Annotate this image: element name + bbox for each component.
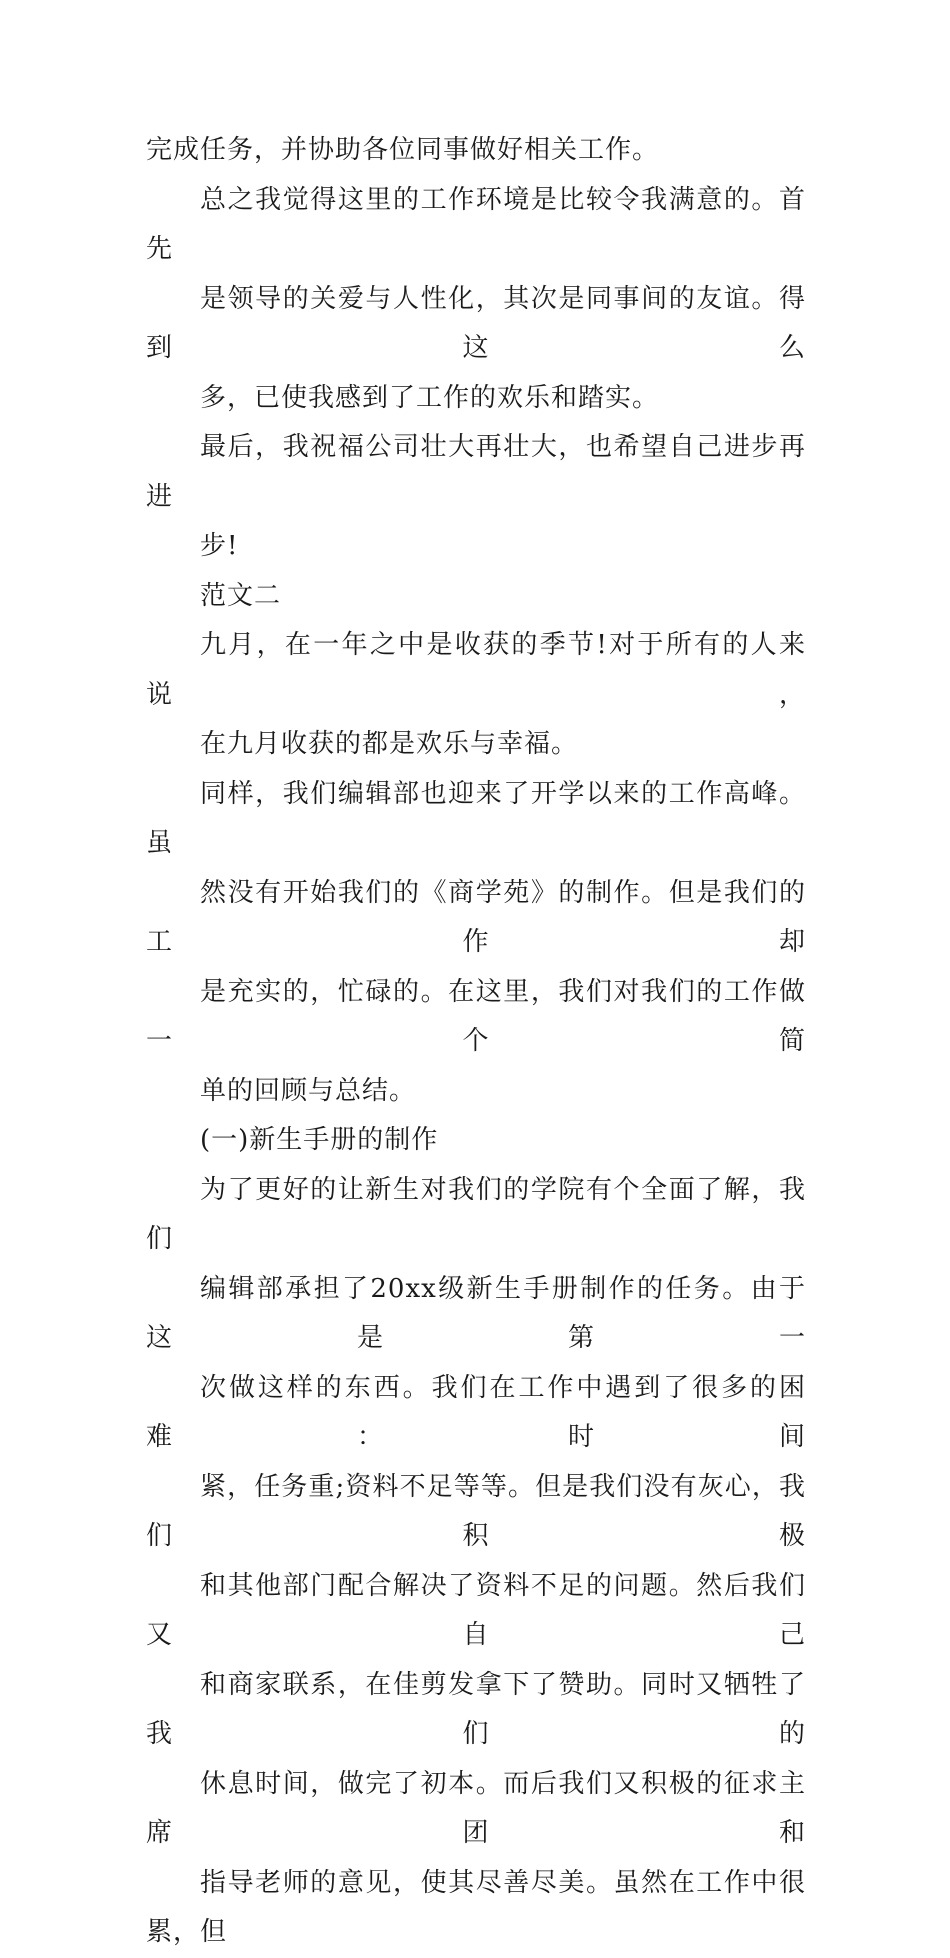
text-line: 为了更好的让新生对我们的学院有个全面了解，我们 — [146, 1174, 806, 1254]
paragraph — [146, 1116, 806, 1166]
text-line: 在九月收获的都是欢乐与幸福。 — [200, 729, 579, 759]
text-line: 完成任务，并协助各位同事做好相关工作。 — [146, 135, 660, 165]
paragraph — [146, 423, 806, 572]
text-line: 单的回顾与总结。 — [200, 1075, 417, 1106]
paragraph — [146, 572, 806, 622]
text-line: 范文二 — [200, 580, 282, 611]
text-line: (一)新生手册的制作 — [200, 1125, 439, 1155]
text-line: 九月，在一年之中是收获的季节!对于所有的人来说， — [146, 630, 806, 710]
document-body — [146, 126, 806, 1958]
paragraph — [146, 176, 806, 424]
text-line: 休息时间，做完了初本。而后我们又积极的征求主席团和 — [146, 1768, 806, 1848]
text-line: 是领导的关爱与人性化，其次是同事间的友谊。得到这么 — [146, 283, 806, 363]
text-line: 指导老师的意见，使其尽善尽美。虽然在工作中很累，但 — [146, 1867, 806, 1947]
text-line: 总之我觉得这里的工作环境是比较令我满意的。首先 — [146, 184, 806, 264]
paragraph — [146, 770, 806, 1117]
text-line: 同样，我们编辑部也迎来了开学以来的工作高峰。虽 — [146, 778, 806, 858]
paragraph — [146, 621, 806, 770]
text-line: 和商家联系，在佳剪发拿下了赞助。同时又牺牲了我们的 — [146, 1669, 806, 1749]
text-line: 然没有开始我们的《商学苑》的制作。但是我们的工作却 — [146, 877, 806, 957]
paragraph — [146, 126, 806, 176]
text-line: 和其他部门配合解决了资料不足的问题。然后我们又自己 — [146, 1570, 806, 1650]
paragraph — [146, 1166, 806, 1958]
text-line: 多，已使我感到了工作的欢乐和踏实。 — [200, 382, 660, 413]
text-line: 最后，我祝福公司壮大再壮大，也希望自己进步再进 — [146, 432, 806, 512]
text-line: 是充实的，忙碌的。在这里，我们对我们的工作做一个简 — [146, 976, 806, 1056]
text-line: 编辑部承担了20xx级新生手册制作的任务。由于这是第一 — [146, 1273, 806, 1353]
text-line: 紧，任务重;资料不足等等。但是我们没有灰心，我们积极 — [146, 1471, 806, 1551]
text-line: 步! — [200, 531, 239, 561]
text-line: 次做这样的东西。我们在工作中遇到了很多的困难：时间 — [146, 1372, 806, 1452]
